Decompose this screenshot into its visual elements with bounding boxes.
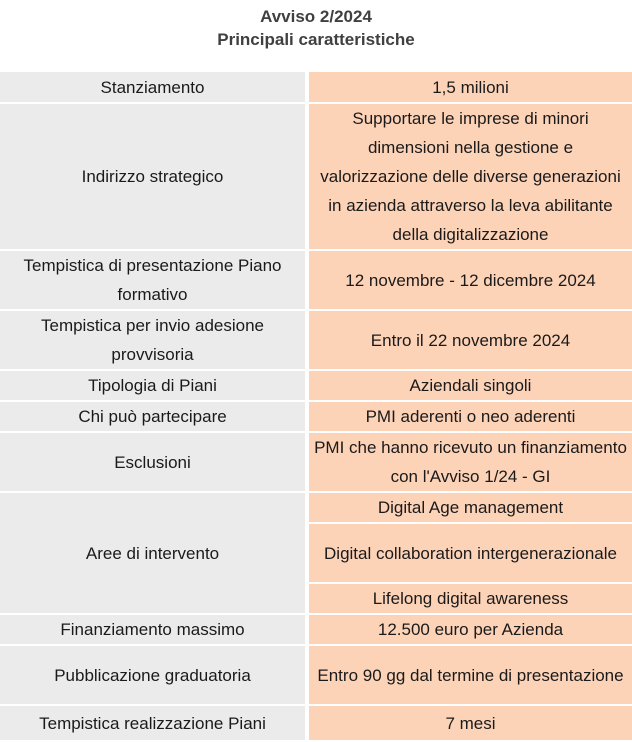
row-value: Digital Age management <box>307 492 632 523</box>
table-row <box>0 103 632 250</box>
row-value: 1,5 milioni <box>307 72 632 103</box>
table-row <box>0 705 632 741</box>
table-row <box>0 72 632 103</box>
row-label: Esclusioni <box>0 432 307 492</box>
row-value: PMI che hanno ricevuto un finanziamento con l'Avviso 1/24 - GI <box>307 432 632 492</box>
title-line-2: Principali caratteristiche <box>217 30 415 49</box>
table-row <box>0 370 632 401</box>
page-title <box>0 5 632 51</box>
row-label: Indirizzo strategico <box>0 103 307 250</box>
row-label: Pubblicazione graduatoria <box>0 645 307 705</box>
row-value: Supportare le imprese di minori dimensioni nella gestione e valorizzazione delle diverse generazioni in azienda attraverso la leva abilitante della digitalizzazione <box>307 103 632 250</box>
row-value: Entro il 22 novembre 2024 <box>307 310 632 370</box>
row-label: Tipologia di Piani <box>0 370 307 401</box>
row-label: Tempistica realizzazione Piani <box>0 705 307 741</box>
row-value: 12.500 euro per Azienda <box>307 614 632 645</box>
features-table <box>0 72 632 742</box>
row-label: Tempistica per invio adesione provvisoria <box>0 310 307 370</box>
row-value: Lifelong digital awareness <box>307 583 632 614</box>
table-row <box>0 401 632 432</box>
row-label: Aree di intervento <box>0 492 307 614</box>
row-label: Stanziamento <box>0 72 307 103</box>
row-value: Entro 90 gg dal termine di presentazione <box>307 645 632 705</box>
table-row <box>0 645 632 705</box>
row-label: Tempistica di presentazione Piano formativo <box>0 250 307 310</box>
row-label: Finanziamento massimo <box>0 614 307 645</box>
row-label: Chi può partecipare <box>0 401 307 432</box>
row-value: 7 mesi <box>307 705 632 741</box>
row-value: Digital collaboration intergenerazionale <box>307 523 632 583</box>
table-row <box>0 614 632 645</box>
row-value: Aziendali singoli <box>307 370 632 401</box>
table-row <box>0 432 632 492</box>
title-line-1: Avviso 2/2024 <box>260 7 372 26</box>
row-value: 12 novembre - 12 dicembre 2024 <box>307 250 632 310</box>
table-row <box>0 492 632 523</box>
row-value: PMI aderenti o neo aderenti <box>307 401 632 432</box>
table-row <box>0 310 632 370</box>
table-row <box>0 250 632 310</box>
